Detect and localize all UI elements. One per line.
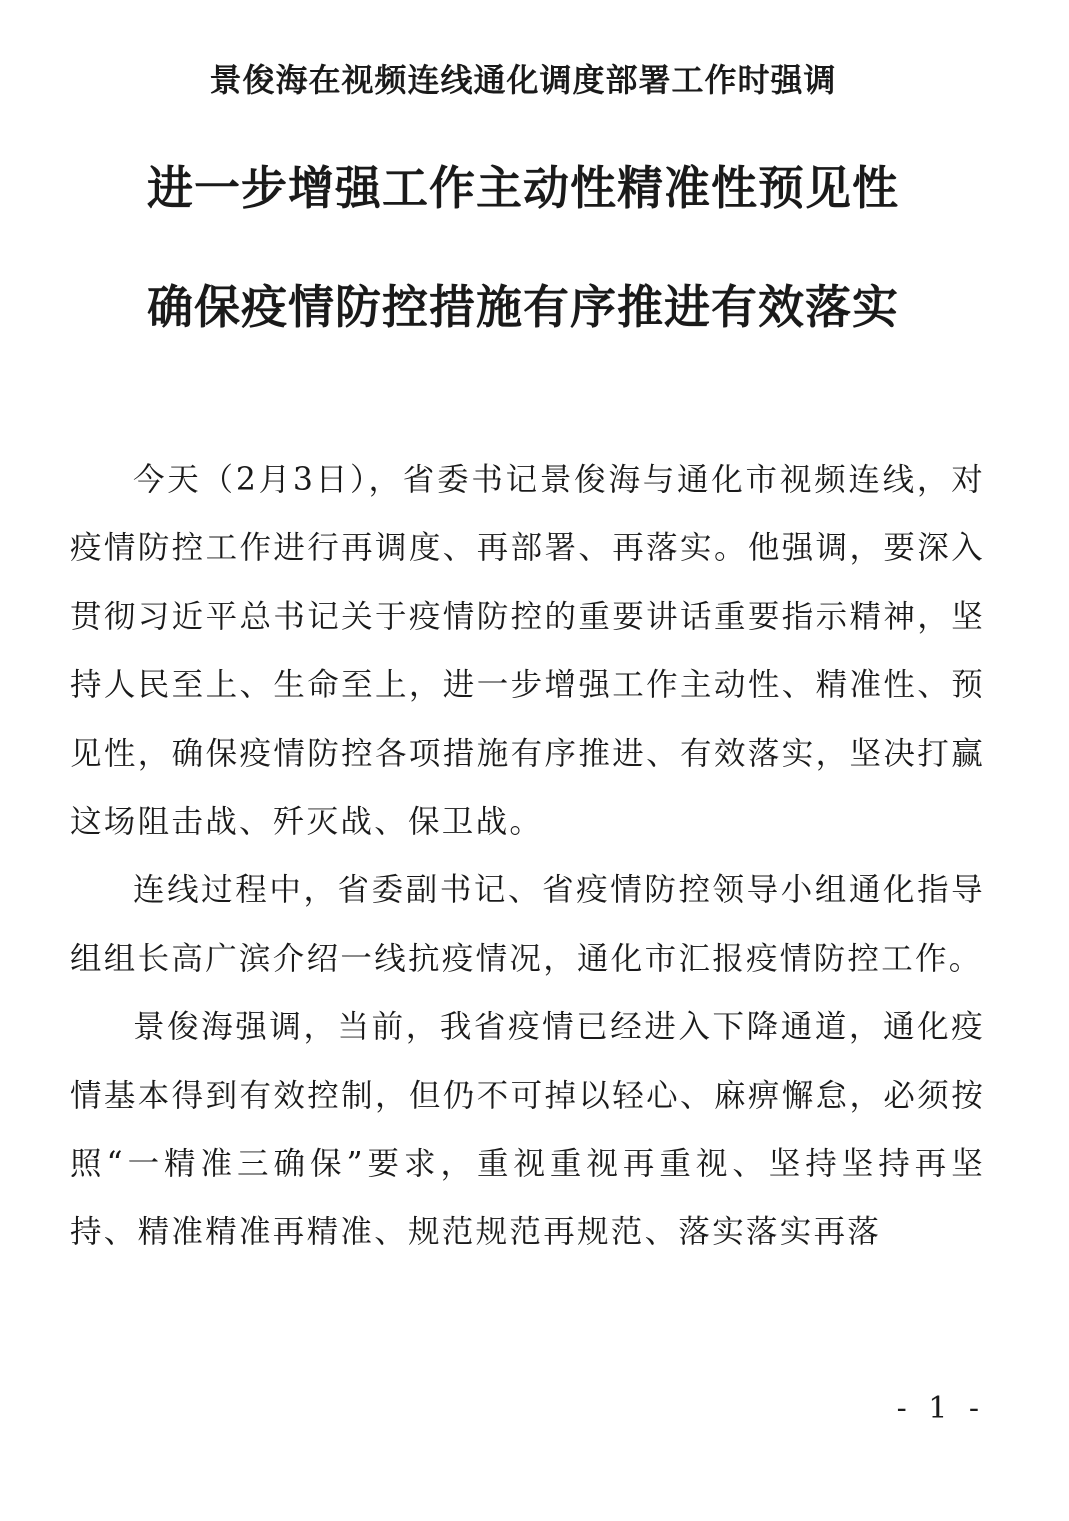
- body-paragraph-2: 连线过程中，省委副书记、省疫情防控领导小组通化指导组组长高广滨介绍一线抗疫情况，通化市汇报疫情防控工作。: [70, 872, 985, 977]
- article-body: [70, 446, 985, 1267]
- article-headline-line-1: 进一步增强工作主动性精准性预见性: [147, 161, 899, 215]
- body-paragraph-1: 今天（2月3日），省委书记景俊海与通化市视频连线，对疫情防控工作进行再调度、再部署、再落实。他强调，要深入贯彻习近平总书记关于疫情防控的重要讲话重要指示精神，坚持人民至上、生命至上，进一步增强工作主动性、精准性、预见性，确保疫情防控各项措施有序推进、有效落实，坚决打赢这场阻击战、歼灭战、保卫战。: [70, 462, 985, 841]
- body-paragraph-3: 景俊海强调，当前，我省疫情已经进入下降通道，通化疫情基本得到有效控制，但仍不可掉以轻心、麻痹懈怠，必须按照“一精准三确保”要求，重视重视再重视、坚持坚持再坚持、精准精准再精准、规范规范再规范、落实落实再落: [70, 1009, 985, 1251]
- article-headline-line-2: 确保疫情防控措施有序推进有效落实: [147, 280, 899, 334]
- page-number: - 1 -: [896, 1391, 985, 1426]
- article-subtitle: 景俊海在视频连线通化调度部署工作时强调: [209, 61, 837, 99]
